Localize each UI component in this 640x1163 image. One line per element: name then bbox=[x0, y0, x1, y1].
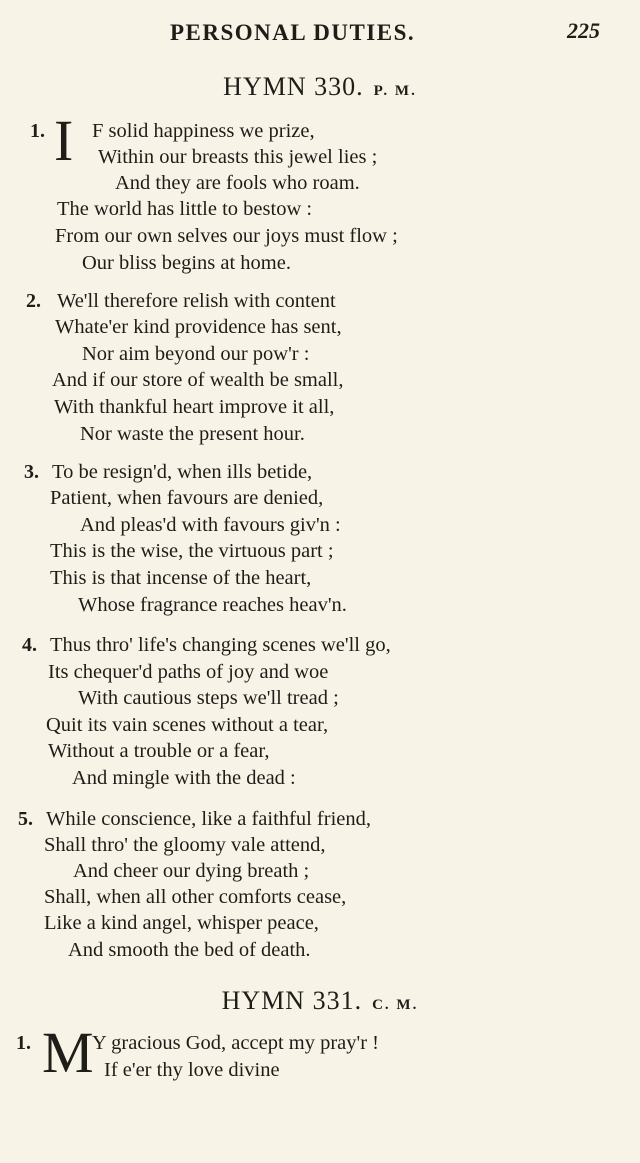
verse-line: Whose fragrance reaches heav'n. bbox=[78, 594, 347, 616]
verse-line: Patient, when favours are denied, bbox=[50, 487, 324, 509]
verse-line: The world has little to bestow : bbox=[57, 198, 313, 220]
drop-cap: M bbox=[42, 1020, 94, 1085]
verse-line: Without a trouble or a fear, bbox=[48, 740, 270, 762]
verse-line: And smooth the bed of death. bbox=[68, 939, 311, 961]
verse-line: And if our store of wealth be small, bbox=[52, 369, 344, 391]
verse-line: And cheer our dying breath ; bbox=[73, 860, 310, 882]
verse-line: Its chequer'd paths of joy and woe bbox=[48, 661, 329, 683]
stanza-number: 5. bbox=[18, 808, 33, 830]
running-head: PERSONAL DUTIES. bbox=[170, 20, 416, 45]
verse-line: Nor waste the present hour. bbox=[80, 423, 305, 445]
verse-line: Nor aim beyond our pow'r : bbox=[82, 343, 310, 365]
verse-line: Whate'er kind providence has sent, bbox=[55, 316, 342, 338]
hymn-title-330 bbox=[0, 72, 640, 102]
hymn-number: HYMN 330. bbox=[223, 72, 364, 101]
verse-line: This is the wise, the virtuous part ; bbox=[50, 540, 334, 562]
verse-line: Like a kind angel, whisper peace, bbox=[44, 912, 319, 934]
hymn-title-331 bbox=[0, 986, 640, 1016]
verse-line: F solid happiness we prize, bbox=[92, 120, 315, 142]
hymn-meter: C. M. bbox=[372, 997, 419, 1013]
verse-line: We'll therefore relish with content bbox=[57, 290, 336, 312]
stanza-number: 2. bbox=[26, 290, 41, 312]
verse-line: From our own selves our joys must flow ; bbox=[55, 225, 398, 247]
verse-line: And pleas'd with favours giv'n : bbox=[80, 514, 341, 536]
hymn-meter: P. M. bbox=[373, 83, 417, 99]
verse-line: This is that incense of the heart, bbox=[50, 567, 312, 589]
verse-line: Within our breasts this jewel lies ; bbox=[98, 146, 378, 168]
verse-line: Y gracious God, accept my pray'r ! bbox=[92, 1032, 379, 1054]
stanza-number: 1. bbox=[16, 1032, 31, 1054]
verse-line: To be resign'd, when ills betide, bbox=[52, 461, 313, 483]
verse-line: With cautious steps we'll tread ; bbox=[78, 687, 339, 709]
verse-line: Our bliss begins at home. bbox=[82, 252, 291, 274]
verse-line: Shall thro' the gloomy vale attend, bbox=[44, 834, 326, 856]
verse-line: Quit its vain scenes without a tear, bbox=[46, 714, 329, 736]
drop-cap: I bbox=[54, 108, 74, 173]
page-number: 225 bbox=[567, 18, 600, 43]
verse-line: And they are fools who roam. bbox=[115, 172, 360, 194]
hymn-number: HYMN 331. bbox=[221, 986, 363, 1015]
verse-line: While conscience, like a faithful friend, bbox=[46, 808, 372, 830]
verse-line: If e'er thy love divine bbox=[104, 1059, 280, 1081]
stanza-number: 4. bbox=[22, 634, 37, 656]
verse-line: With thankful heart improve it all, bbox=[54, 396, 335, 418]
stanza-number: 1. bbox=[30, 120, 45, 142]
verse-line: Shall, when all other comforts cease, bbox=[44, 886, 347, 908]
stanza-number: 3. bbox=[24, 461, 39, 483]
verse-line: Thus thro' life's changing scenes we'll go, bbox=[50, 634, 391, 656]
verse-line: And mingle with the dead : bbox=[72, 767, 296, 789]
